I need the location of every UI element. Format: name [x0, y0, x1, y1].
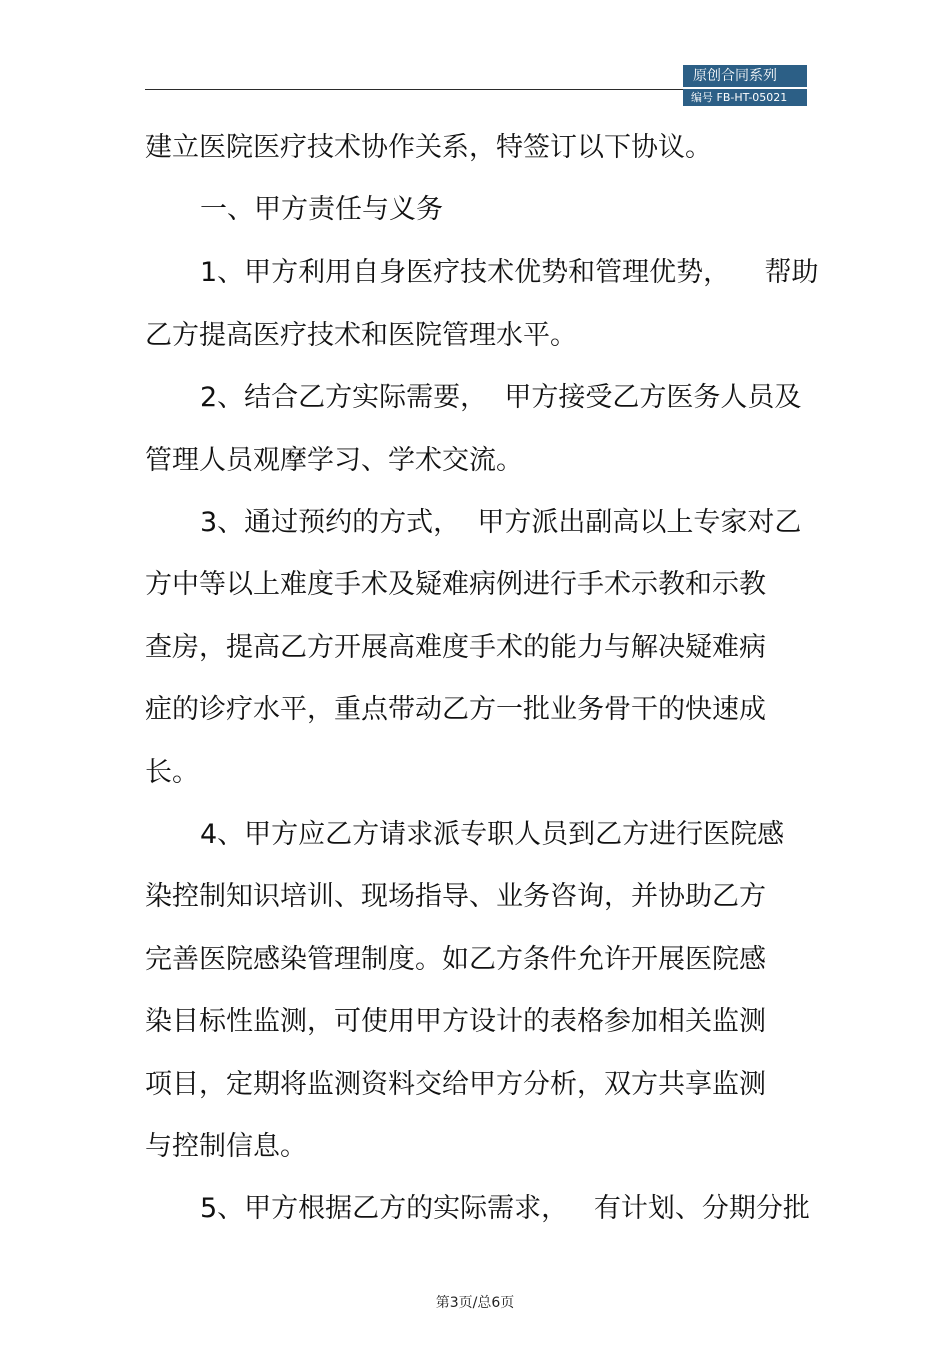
contract-series-badge	[683, 65, 807, 106]
series-label: 原创合同系列	[683, 65, 807, 87]
body-line: 建立医院医疗技术协作关系，特签订以下协议。	[145, 132, 712, 163]
body-line: 1、甲方利用自身医疗技术优势和管理优势， 帮助	[200, 257, 819, 288]
body-line: 3、通过预约的方式， 甲方派出副高以上专家对乙	[200, 507, 802, 538]
body-line: 染控制知识培训、现场指导、业务咨询，并协助乙方	[145, 881, 766, 912]
section-heading: 一、甲方责任与义务	[200, 194, 443, 225]
document-code: 编号 FB-HT-05021	[683, 89, 807, 106]
body-line: 染目标性监测，可使用甲方设计的表格参加相关监测	[145, 1006, 766, 1037]
body-line: 方中等以上难度手术及疑难病例进行手术示教和示教	[145, 569, 766, 600]
page-number: 第3页/总6页	[435, 1295, 515, 1311]
body-line: 项目，定期将监测资料交给甲方分析，双方共享监测	[145, 1069, 766, 1100]
body-line: 4、甲方应乙方请求派专职人员到乙方进行医院感	[200, 819, 785, 850]
body-line: 乙方提高医疗技术和医院管理水平。	[145, 320, 577, 351]
body-line: 长。	[145, 757, 199, 788]
body-line: 症的诊疗水平，重点带动乙方一批业务骨干的快速成	[145, 694, 766, 725]
body-line: 查房，提高乙方开展高难度手术的能力与解决疑难病	[145, 632, 766, 663]
header-rule	[145, 89, 683, 90]
body-line: 与控制信息。	[145, 1131, 307, 1162]
body-line: 完善医院感染管理制度。如乙方条件允许开展医院感	[145, 944, 766, 975]
body-line: 管理人员观摩学习、学术交流。	[145, 445, 523, 476]
body-line: 5、甲方根据乙方的实际需求， 有计划、分期分批	[200, 1193, 810, 1224]
body-line: 2、结合乙方实际需要， 甲方接受乙方医务人员及	[200, 382, 802, 413]
